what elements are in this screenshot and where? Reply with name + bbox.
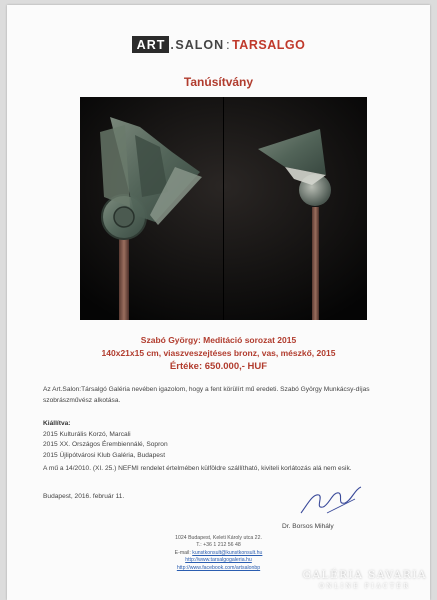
artwork-info [7, 334, 430, 373]
footer-facebook-link[interactable]: http://www.facebook.com/artsalonbp [176, 564, 261, 571]
exhibitions-heading: Kiállítva: [43, 420, 71, 427]
gallery-contact-footer [7, 535, 430, 572]
exhibitions-block [43, 419, 403, 461]
footer-email-row [7, 550, 430, 557]
artwork-photo [80, 97, 367, 320]
logo-art: ART [132, 36, 170, 53]
logo-salon: SALON [175, 37, 225, 52]
issue-date: Budapest, 2016. február 11. [43, 493, 125, 500]
watermark-main: GALÉRIA SAVARIA [302, 569, 427, 581]
sculpture-illustration [80, 97, 367, 320]
artwork-price: Értéke: 650.000,- HUF [169, 361, 268, 372]
artwork-title: Szabó György: Meditáció sorozat 2015 [140, 335, 297, 345]
watermark-sub: ONLINE PIACTÉR [319, 583, 411, 590]
signer-name: Dr. Borsos Mihály [282, 523, 334, 530]
footer-address: 1024 Budapest, Keleti Károly utca 22. [175, 535, 262, 541]
galeria-savaria-watermark [303, 569, 427, 590]
gallery-logo [7, 36, 430, 53]
logo-dot: . [170, 37, 175, 52]
exhibition-item: 2015 Újlipótvárosi Klub Galéria, Budapest [43, 451, 166, 459]
export-note: A mű a 14/2010. (XI. 25.) NEFMI rendelet értelmében külföldre szállítható, kiviteli korlátozás alá nem esik. [43, 465, 352, 472]
footer-email-label: E-mail: [174, 549, 191, 556]
footer-email-link[interactable]: kunstkonsult@kunstkonsult.hu [192, 549, 263, 556]
logo-tarsalgo: TARSALGO [232, 37, 306, 52]
exhibition-item: 2015 Kulturális Korzó, Marcali [43, 430, 131, 438]
certificate-title: Tanúsítvány [183, 75, 254, 89]
footer-website-link[interactable]: http://www.tarsalgogaleria.hu [185, 557, 252, 564]
exhibition-item: 2015 XX. Országos Érembiennálé, Sopron [43, 441, 168, 448]
logo-colon: : [226, 37, 231, 52]
handwritten-signature [297, 483, 367, 519]
artwork-details: 140x21x15 cm, viaszveszejtéses bronz, vas, mészkő, 2015 [101, 348, 336, 358]
certificate-page [7, 5, 430, 600]
authenticity-statement: Az Art.Salon:Társalgó Galéria nevében igazolom, hogy a fent körülírt mű eredeti. Szabó György Munkácsy-díjas szobrászművész alkotása. [43, 386, 370, 404]
footer-phone: T.: +36 1 212 56 48 [196, 542, 241, 549]
